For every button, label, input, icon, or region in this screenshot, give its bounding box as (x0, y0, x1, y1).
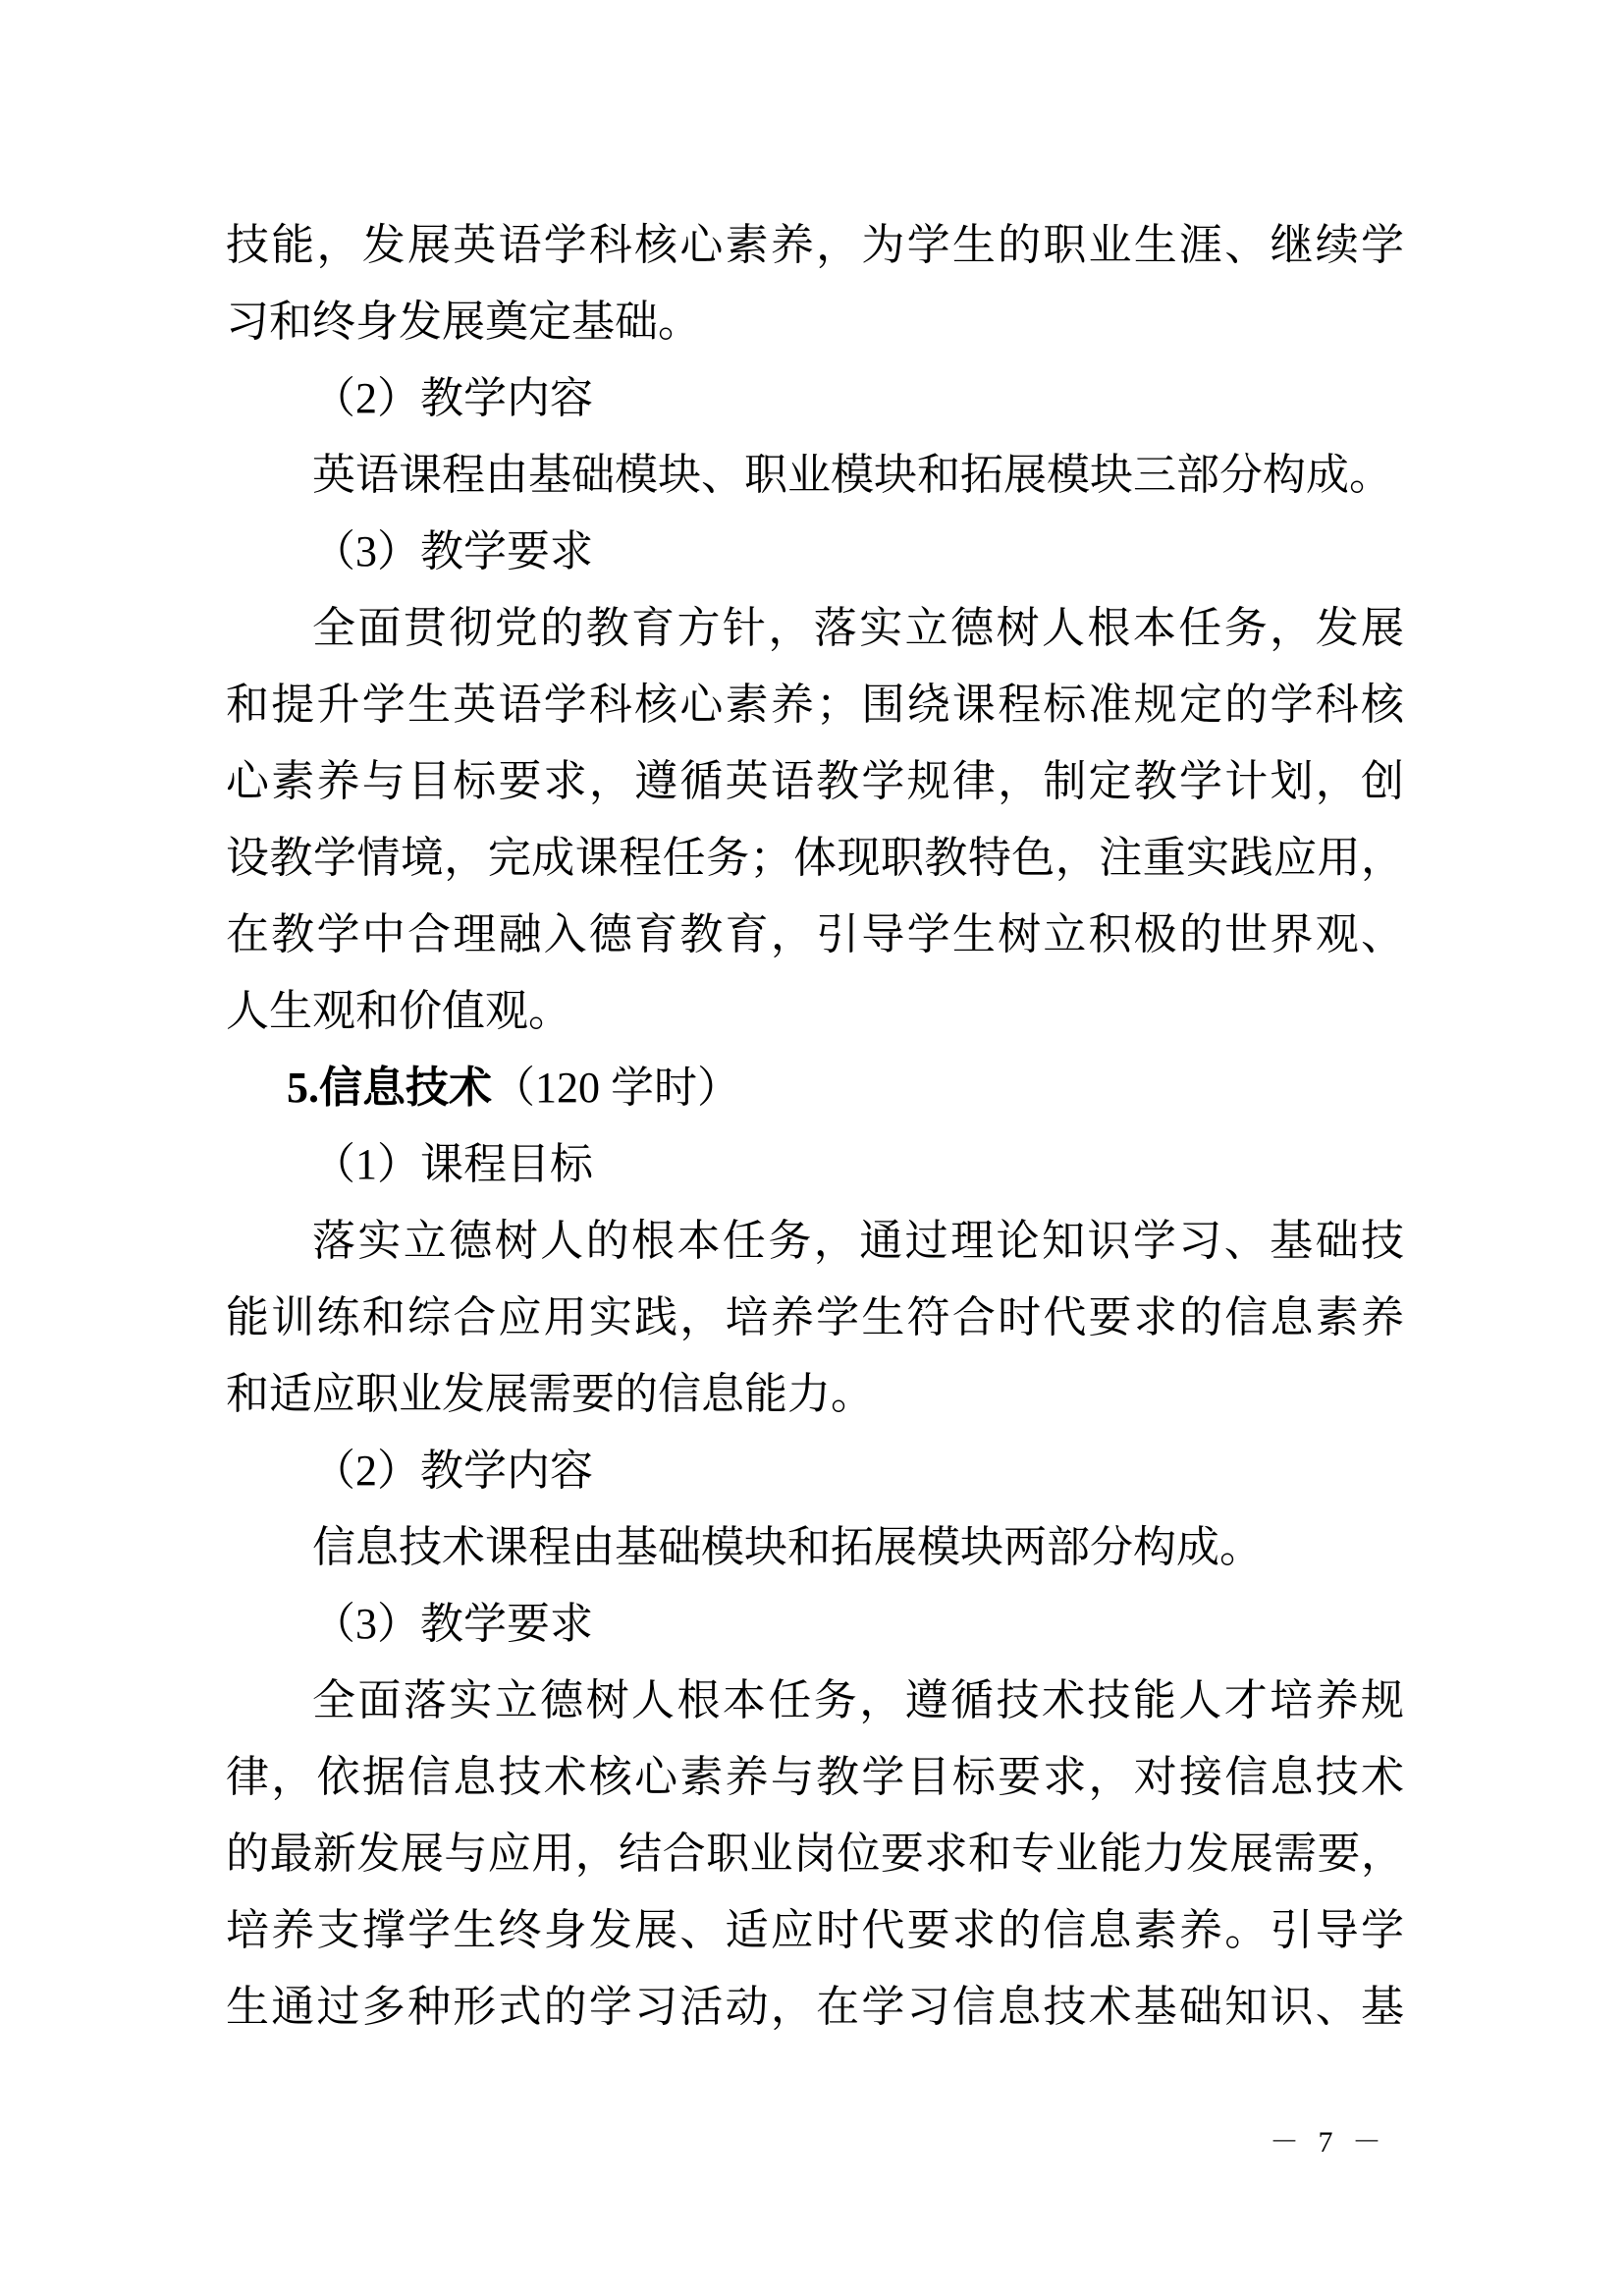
body-line: 设教学情境，完成课程任务；体现职教特色，注重实践应用， (226, 834, 1404, 882)
section-heading-title: 5.信息技术 (287, 1064, 492, 1112)
body-line: 能训练和综合应用实践，培养学生符合时代要求的信息素养 (226, 1293, 1404, 1341)
body-line: 律，依据信息技术核心素养与教学目标要求，对接信息技术 (226, 1753, 1404, 1801)
body-line: 生通过多种形式的学习活动，在学习信息技术基础知识、基 (226, 1983, 1404, 2031)
body-line: 落实立德树人的根本任务，通过理论知识学习、基础技 (312, 1217, 1404, 1265)
subheading-teaching-content: （2）教学内容 (312, 374, 593, 422)
body-line: 习和终身发展奠定基础。 (226, 298, 701, 346)
section-heading-information-technology (226, 1050, 1404, 1126)
subheading-teaching-content: （2）教学内容 (312, 1447, 593, 1495)
page-number: － 7 － (1270, 2126, 1387, 2159)
section-heading-hours: （120 学时） (492, 1064, 740, 1112)
body-line: 全面落实立德树人根本任务，遵循技术技能人才培养规 (312, 1676, 1404, 1724)
body-line: 技能，发展英语学科核心素养，为学生的职业生涯、继续学 (226, 221, 1404, 269)
subheading-course-objectives: （1）课程目标 (312, 1140, 593, 1188)
body-line: 和提升学生英语学科核心素养；围绕课程标准规定的学科核 (226, 681, 1404, 729)
body-line: 人生观和价值观。 (226, 987, 571, 1035)
body-line: 全面贯彻党的教育方针，落实立德树人根本任务，发展 (312, 604, 1404, 652)
subheading-teaching-requirements: （3）教学要求 (312, 1600, 593, 1648)
document-body (226, 207, 1404, 2046)
body-line: 培养支撑学生终身发展、适应时代要求的信息素养。引导学 (226, 1906, 1404, 1954)
body-line: 在教学中合理融入德育教育，引导学生树立积极的世界观、 (226, 910, 1404, 958)
body-line: 信息技术课程由基础模块和拓展模块两部分构成。 (312, 1523, 1263, 1571)
body-line: 和适应职业发展需要的信息能力。 (226, 1370, 874, 1418)
subheading-teaching-requirements: （3）教学要求 (312, 527, 593, 575)
body-line: 的最新发展与应用，结合职业岗位要求和专业能力发展需要， (226, 1830, 1404, 1878)
body-line: 英语课程由基础模块、职业模块和拓展模块三部分构成。 (312, 451, 1392, 499)
body-line: 心素养与目标要求，遵循英语教学规律，制定教学计划，创 (226, 757, 1404, 805)
